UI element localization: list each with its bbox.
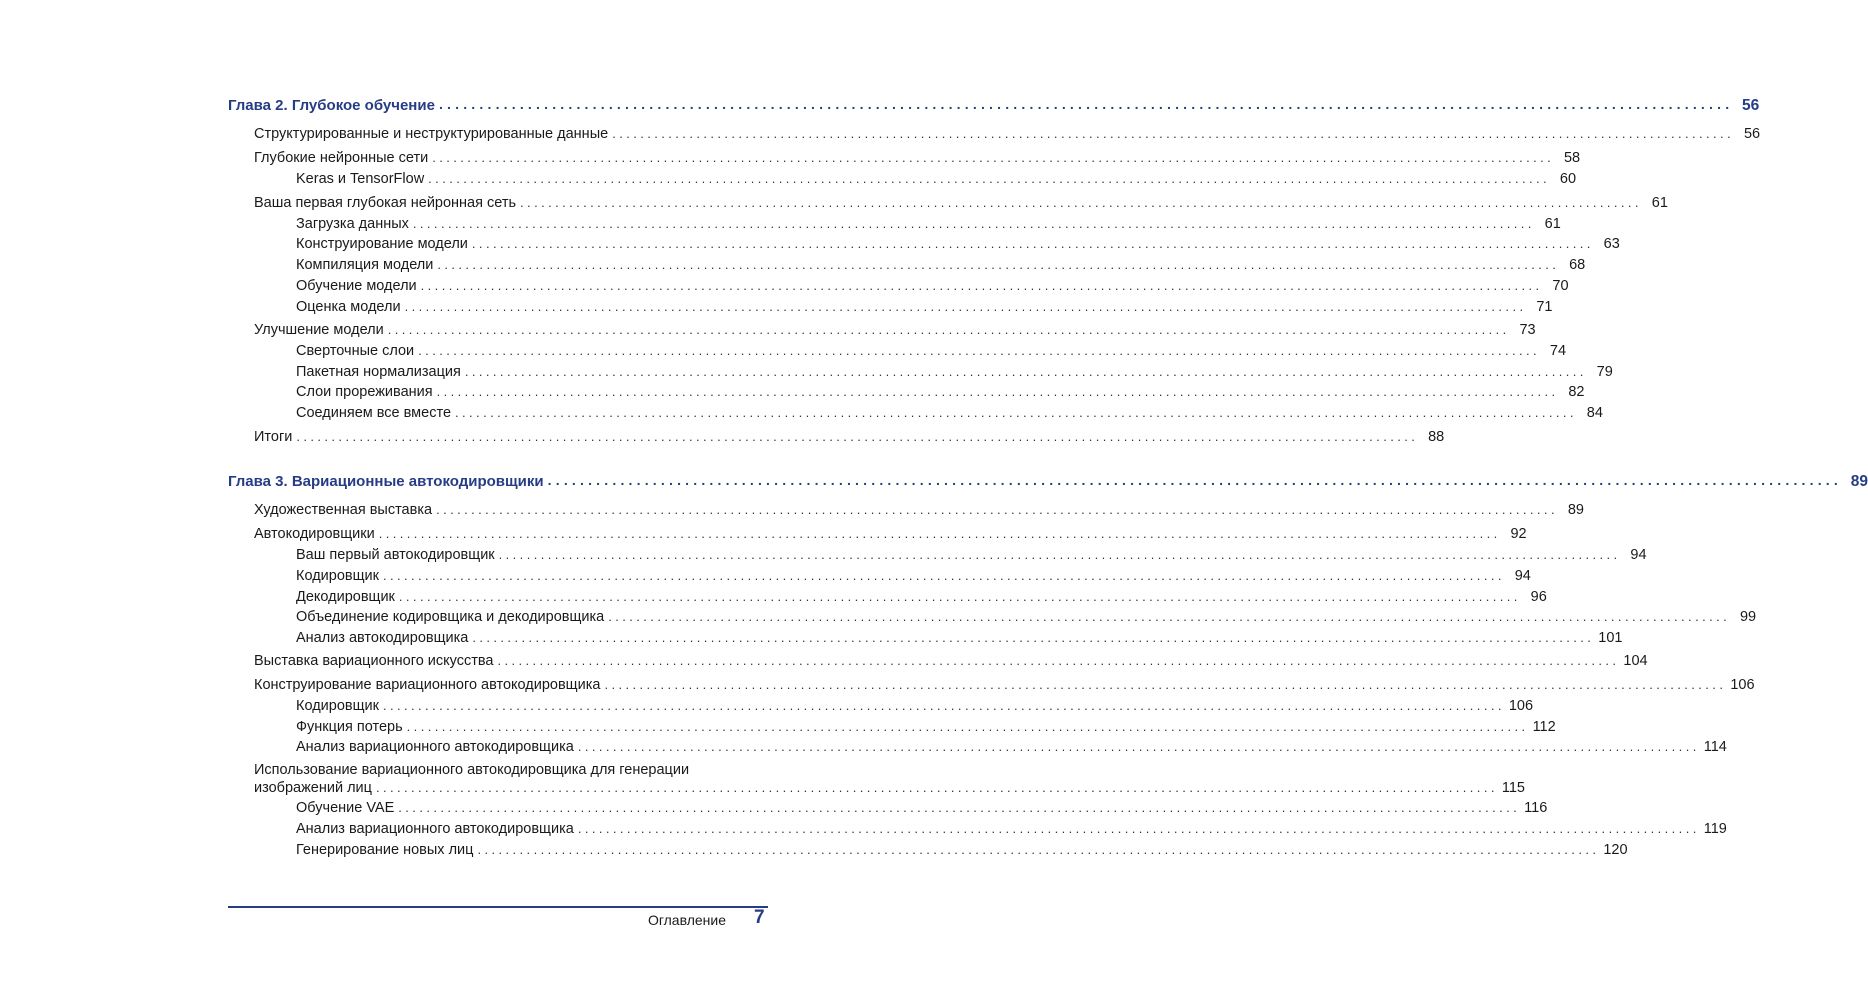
- entry-page: 88: [1428, 429, 1445, 445]
- toc-subentry[interactable]: [296, 256, 1586, 274]
- entry-label: Пакетная нормализация: [296, 364, 461, 380]
- entry-page: 73: [1519, 322, 1536, 338]
- entry-page: 84: [1586, 405, 1603, 421]
- toc-subentry[interactable]: [296, 799, 1548, 817]
- footer-rule: [228, 906, 768, 908]
- dot-leader: ................................................................................................................................................................: [608, 609, 1731, 624]
- entry-label: Улучшение модели: [254, 322, 384, 338]
- entry-page: 58: [1563, 150, 1581, 166]
- toc-subentry[interactable]: [296, 588, 1547, 606]
- entry-label: Художественная выставка: [254, 502, 433, 518]
- entry-label: Анализ вариационного автокодировщика: [296, 739, 574, 755]
- entry-page: 89: [1567, 502, 1584, 518]
- toc-entry[interactable]: [254, 194, 1668, 212]
- entry-label: Ваша первая глубокая нейронная сеть: [254, 195, 517, 211]
- entry-label: Кодировщик: [296, 698, 379, 714]
- dot-leader: ................................................................................................................................................................: [455, 405, 1577, 420]
- dot-leader: ................................................................................................................................................................: [418, 343, 1541, 358]
- toc-entry[interactable]: [254, 149, 1581, 167]
- entry-label: изображений лиц: [254, 780, 372, 796]
- dot-leader: ................................................................................................................................................................: [375, 780, 1498, 795]
- chapter-heading[interactable]: [228, 96, 1760, 114]
- entry-page: 61: [1544, 216, 1561, 232]
- toc-subentry[interactable]: [296, 567, 1531, 585]
- entry-page: 60: [1559, 171, 1577, 187]
- toc-subentry[interactable]: [296, 235, 1620, 253]
- dot-leader: ................................................................................................................................................................: [520, 195, 1642, 210]
- dot-leader: ................................................................................................................................................................: [612, 126, 1735, 141]
- toc-subentry[interactable]: [296, 170, 1577, 188]
- dot-leader: ................................................................................................................................................................: [382, 568, 1505, 583]
- toc-subentry[interactable]: [296, 404, 1603, 422]
- toc-subentry[interactable]: [296, 298, 1553, 316]
- entry-page: 116: [1524, 800, 1548, 816]
- toc-subentry[interactable]: [296, 215, 1561, 233]
- entry-label: Ваш первый автокодировщик: [296, 547, 495, 563]
- entry-page: 56: [1743, 126, 1761, 142]
- dot-leader: ................................................................................................................................................................: [577, 821, 1700, 836]
- entry-page: 120: [1603, 842, 1628, 858]
- dot-leader: ................................................................................................................................................................: [464, 364, 1587, 379]
- dot-leader: ................................................................................................................................................................: [498, 547, 1621, 562]
- entry-label: Слои прореживания: [296, 384, 433, 400]
- toc-subentry[interactable]: [296, 629, 1623, 647]
- toc-subentry[interactable]: [296, 697, 1534, 715]
- chapter-heading[interactable]: [228, 472, 1868, 490]
- toc-subentry[interactable]: [296, 383, 1585, 401]
- toc-subentry[interactable]: [296, 738, 1727, 756]
- toc-entry[interactable]: [254, 525, 1527, 543]
- dot-leader: ................................................................................................................................................................: [404, 299, 1527, 314]
- dot-leader: ................................................................................................................................................................: [577, 739, 1700, 754]
- dot-leader: ................................................................................................................................................................: [432, 150, 1555, 165]
- toc-subentry[interactable]: [296, 342, 1567, 360]
- dot-leader: ................................................................................................................................................................: [471, 236, 1594, 251]
- toc-entry[interactable]: [254, 779, 1525, 797]
- entry-page: 119: [1703, 821, 1727, 837]
- entry-label: Оценка модели: [296, 299, 401, 315]
- toc-entry[interactable]: [254, 125, 1761, 143]
- dot-leader: ................................................................................................................................................................: [604, 677, 1727, 692]
- chapter-page: 89: [1850, 473, 1868, 490]
- entry-page: 114: [1703, 739, 1727, 755]
- entry-page: 63: [1603, 236, 1620, 252]
- footer-section-title: Оглавление: [647, 912, 726, 928]
- toc-entry[interactable]: [254, 321, 1536, 339]
- entry-page: 112: [1532, 719, 1556, 735]
- entry-page: 94: [1630, 547, 1647, 563]
- entry-page: 101: [1598, 630, 1623, 646]
- dot-leader: ................................................................................................................................................................: [428, 171, 1551, 186]
- entry-page: 68: [1569, 257, 1586, 273]
- entry-page: 94: [1514, 568, 1531, 584]
- footer-page-number: 7: [754, 907, 765, 928]
- entry-label: Соединяем все вместе: [296, 405, 452, 421]
- entry-label: Сверточные слои: [296, 343, 415, 359]
- toc-subentry[interactable]: [296, 718, 1556, 736]
- entry-page: 82: [1568, 384, 1585, 400]
- entry-page: 106: [1508, 698, 1534, 714]
- entry-label: Keras и TensorFlow: [296, 171, 425, 187]
- dot-leader: ................................................................................................................................................................: [296, 429, 1419, 444]
- entry-label: Генерирование новых лиц: [296, 842, 474, 858]
- entry-page: 99: [1739, 609, 1757, 625]
- dot-leader: ................................................................................................................................................................: [477, 842, 1600, 857]
- toc-subentry[interactable]: [296, 608, 1757, 626]
- entry-page: 74: [1549, 343, 1567, 359]
- dot-leader: ................................................................................................................................................................: [436, 384, 1559, 399]
- entry-label: Конструирование модели: [296, 236, 468, 252]
- toc-entry[interactable]: [254, 501, 1584, 519]
- entry-label: Структурированные и неструктурированные данные: [254, 126, 609, 142]
- entry-page: 70: [1552, 278, 1569, 294]
- dot-leader: ................................................................................................................................................................: [497, 653, 1620, 668]
- entry-label: Загрузка данных: [296, 216, 409, 232]
- toc-entry[interactable]: [254, 428, 1445, 446]
- entry-label: Итоги: [254, 429, 293, 445]
- dot-leader: ................................................................................................................................................................: [437, 257, 1560, 272]
- chapter-title: Глава 2. Глубокое обучение: [228, 97, 435, 114]
- dot-leader: ................................................................................................................................................................: [412, 216, 1535, 231]
- dot-leader: ................................................................................................................................................................: [382, 698, 1505, 713]
- dot-leader: ................................................................................................................................................................: [406, 719, 1529, 734]
- chapter-page: 56: [1742, 97, 1760, 114]
- toc-subentry[interactable]: [296, 820, 1727, 838]
- entry-page: 92: [1510, 526, 1527, 542]
- entry-label: Анализ автокодировщика: [296, 630, 469, 646]
- dot-leader: ................................................................................................................................................................: [547, 472, 1842, 488]
- entry-label: Кодировщик: [296, 568, 379, 584]
- entry-page: 115: [1501, 780, 1525, 796]
- entry-label: Глубокие нейронные сети: [254, 150, 429, 166]
- entry-label: Обучение VAE: [296, 800, 395, 816]
- dot-leader: ................................................................................................................................................................: [436, 502, 1558, 517]
- entry-label: Анализ вариационного автокодировщика: [296, 821, 574, 837]
- toc-subentry[interactable]: [296, 546, 1647, 564]
- dot-leader: ................................................................................................................................................................: [387, 322, 1510, 337]
- dot-leader: ................................................................................................................................................................: [420, 278, 1543, 293]
- entry-label: Компиляция модели: [296, 257, 434, 273]
- dot-leader: ................................................................................................................................................................: [438, 96, 1734, 112]
- entry-page: 106: [1730, 677, 1755, 693]
- entry-label: Обучение модели: [296, 278, 417, 294]
- entry-page: 104: [1623, 653, 1648, 669]
- toc-subentry[interactable]: [296, 841, 1628, 859]
- chapter-title: Глава 3. Вариационные автокодировщики: [228, 473, 544, 490]
- toc-entry[interactable]: [254, 676, 1755, 694]
- entry-page: 96: [1530, 589, 1547, 605]
- entry-label: Объединение кодировщика и декодировщика: [296, 609, 605, 625]
- entry-page: 79: [1596, 364, 1613, 380]
- entry-label: Декодировщик: [296, 589, 395, 605]
- entry-label: Конструирование вариационного автокодировщика: [254, 677, 601, 693]
- toc-subentry[interactable]: [296, 277, 1569, 295]
- entry-label: Выставка вариационного искусства: [254, 653, 494, 669]
- entry-page: 61: [1651, 195, 1668, 211]
- entry-label: Автокодировщики: [254, 526, 375, 542]
- dot-leader: ................................................................................................................................................................: [378, 526, 1501, 541]
- entry-label-line1[interactable]: Использование вариационного автокодировщика для генерации: [254, 762, 690, 778]
- entry-page: 71: [1536, 299, 1553, 315]
- dot-leader: ................................................................................................................................................................: [472, 630, 1595, 645]
- dot-leader: ................................................................................................................................................................: [398, 589, 1521, 604]
- entry-label: Функция потерь: [296, 719, 403, 735]
- toc-entry[interactable]: [254, 652, 1648, 670]
- dot-leader: ................................................................................................................................................................: [398, 800, 1521, 815]
- toc-subentry[interactable]: [296, 363, 1613, 381]
